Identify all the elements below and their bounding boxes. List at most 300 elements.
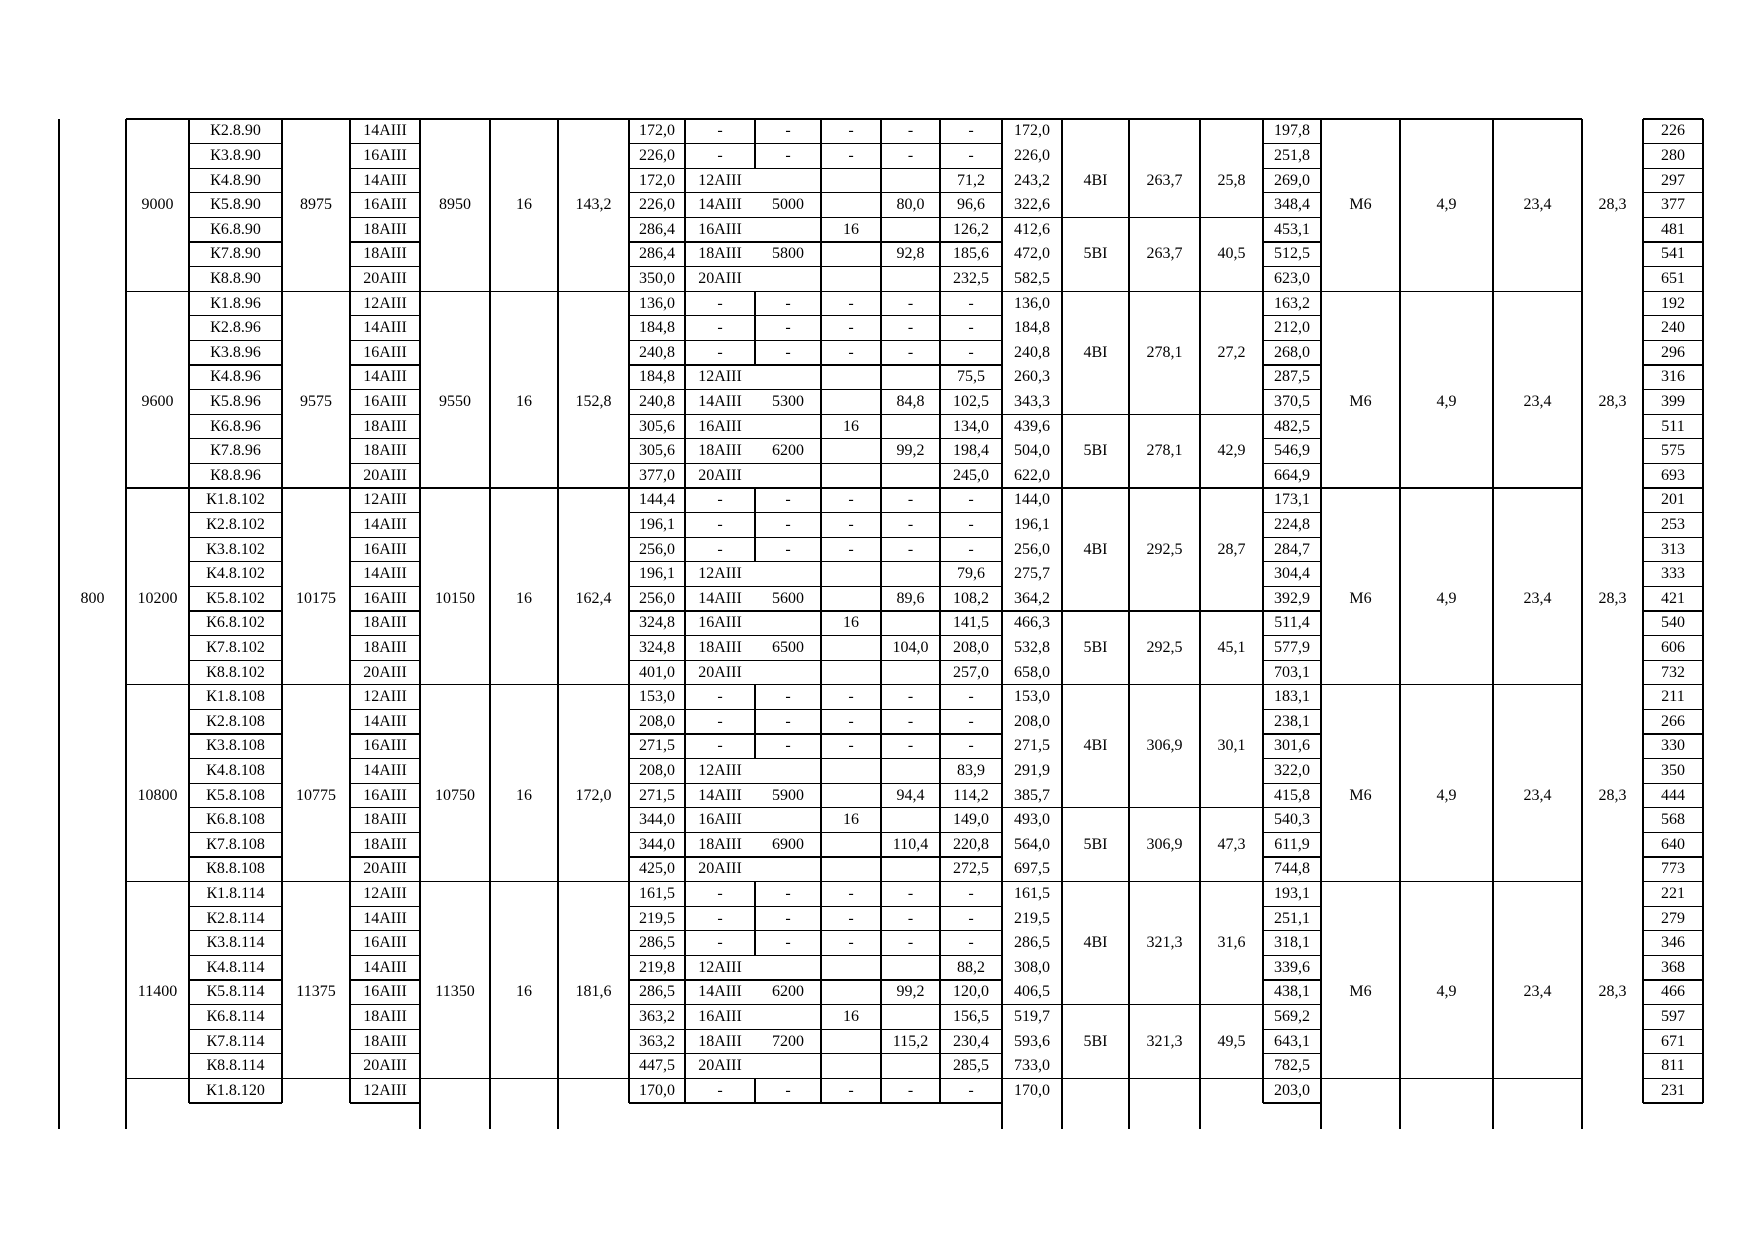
cell-border: [754, 291, 755, 365]
row-border: [1643, 906, 1703, 907]
row-border: [629, 438, 1002, 439]
row-border: [350, 856, 420, 857]
bar-mass-value: 89,6: [896, 589, 925, 607]
param-value: 28,3: [1598, 786, 1627, 804]
mark-code: К7.8.90: [210, 245, 261, 263]
row-border: [350, 143, 420, 144]
table-cell: 284,7: [1274, 540, 1310, 558]
bar-length-value: 5000: [772, 196, 804, 214]
table-cell: -: [907, 122, 914, 140]
mark-code: К5.8.108: [206, 786, 265, 804]
table-cell: -: [785, 712, 791, 730]
row-border: [189, 561, 282, 562]
table-cell: 243,2: [1014, 171, 1050, 189]
row-border: [350, 217, 420, 218]
table-cell: 144,0: [1014, 491, 1050, 509]
table-cell: -: [785, 319, 791, 337]
table-cell: 226: [1661, 122, 1685, 140]
param-value: 23,4: [1523, 983, 1552, 1001]
mesh-value: 47,3: [1217, 835, 1246, 853]
mark-code: К6.8.96: [210, 417, 261, 435]
bar-grade: 14АIII: [363, 565, 407, 583]
table-cell: 286,5: [1014, 934, 1050, 952]
table-cell: 658,0: [1014, 663, 1050, 681]
table-cell: -: [907, 1081, 914, 1099]
row-border: [350, 168, 420, 169]
table-cell: 438,1: [1274, 983, 1310, 1001]
table-cell: 184,8: [1014, 319, 1050, 337]
row-border: [1263, 1004, 1321, 1005]
table-cell: -: [907, 146, 914, 164]
table-cell: 425,0: [639, 860, 675, 878]
bolt-value: М6: [1349, 589, 1372, 607]
row-border: [350, 1053, 420, 1054]
mesh-value: 40,5: [1217, 245, 1246, 263]
row-border: [189, 537, 282, 538]
row-border: [1643, 487, 1703, 488]
table-cell: 732: [1661, 663, 1685, 681]
table-cell: -: [848, 712, 854, 730]
cell-border: [820, 488, 821, 685]
mesh-class-value: 4ВI: [1083, 171, 1108, 189]
row-border: [1263, 955, 1321, 956]
table-cell: -: [848, 294, 854, 312]
table-cell: 197,8: [1274, 122, 1310, 140]
table-cell: 271,5: [639, 786, 675, 804]
table-cell: 512,5: [1274, 245, 1310, 263]
bar-grade: 14АIII: [363, 712, 407, 730]
mass-value: 172,0: [575, 786, 612, 804]
mark-code: К2.8.114: [206, 909, 265, 927]
row-border: [1643, 1053, 1703, 1054]
table-cell: 12АIII: [698, 368, 742, 386]
table-cell: 540: [1661, 614, 1685, 632]
row-border: [189, 660, 282, 661]
table-cell: 272,5: [953, 860, 989, 878]
table-cell: 196,1: [1014, 515, 1050, 533]
table-cell: -: [717, 909, 723, 927]
table-cell: 232,5: [953, 269, 989, 287]
table-cell: 773: [1661, 860, 1685, 878]
table-cell: 14АIII: [698, 589, 742, 607]
table-cell: 257,0: [953, 663, 989, 681]
bar-length-value: 6900: [772, 835, 804, 853]
table-cell: 291,9: [1014, 761, 1050, 779]
table-cell: 330: [1661, 737, 1685, 755]
bar-grade: 18АIII: [363, 638, 407, 656]
cell-border: [880, 685, 881, 882]
table-cell: 363,2: [639, 1007, 675, 1025]
row-border: [629, 512, 1002, 513]
column-divider: [1399, 119, 1400, 1129]
group-border: [126, 118, 490, 119]
row-border: [1263, 168, 1321, 169]
bar-diameter-value: 16: [843, 811, 859, 829]
table-cell: 453,1: [1274, 220, 1310, 238]
row-border: [350, 192, 420, 193]
row-border: [1643, 660, 1703, 661]
row-border: [189, 414, 282, 415]
table-cell: 392,9: [1274, 589, 1310, 607]
mark-code: К5.8.90: [210, 196, 261, 214]
table-cell: 511: [1661, 417, 1685, 435]
bar-grade: 18АIII: [363, 245, 407, 263]
table-cell: 348,4: [1274, 196, 1310, 214]
row-border: [629, 930, 1002, 931]
row-border: [189, 758, 282, 759]
length-value: 8975: [300, 196, 332, 214]
table-cell: -: [907, 934, 914, 952]
row-border: [189, 168, 282, 169]
table-cell: 519,7: [1014, 1007, 1050, 1025]
row-border: [1643, 635, 1703, 636]
bar-grade: 12АIII: [363, 491, 407, 509]
row-border: [1643, 930, 1703, 931]
row-border: [1643, 832, 1703, 833]
table-cell: -: [848, 146, 854, 164]
mesh-class-value: 5ВI: [1083, 835, 1108, 853]
bolt-value: М6: [1349, 786, 1372, 804]
row-border: [189, 783, 282, 784]
mesh-value: 27,2: [1217, 343, 1246, 361]
table-cell: 240,8: [639, 392, 675, 410]
table-cell: -: [907, 294, 914, 312]
group-border: [126, 684, 490, 685]
table-cell: 280: [1661, 146, 1685, 164]
row-border: [1263, 561, 1321, 562]
mesh-value: 42,9: [1217, 442, 1246, 460]
bar-grade: 14АIII: [363, 515, 407, 533]
length-value: 9575: [300, 392, 332, 410]
row-border: [629, 389, 1002, 390]
mark-code: К2.8.108: [206, 712, 265, 730]
mesh-value: 292,5: [1146, 540, 1183, 558]
row-border: [1263, 414, 1321, 415]
table-cell: 540,3: [1274, 811, 1310, 829]
table-cell: 308,0: [1014, 958, 1050, 976]
table-cell: 12АIII: [698, 958, 742, 976]
table-cell: 546,9: [1274, 442, 1310, 460]
table-cell: 269,0: [1274, 171, 1310, 189]
row-border: [629, 1102, 1002, 1103]
table-cell: 120,0: [953, 983, 989, 1001]
row-border: [1643, 266, 1703, 267]
table-cell: 144,4: [639, 491, 675, 509]
bar-grade: 14АIII: [363, 319, 407, 337]
span-value: 10200: [137, 589, 178, 607]
table-cell: 136,0: [639, 294, 675, 312]
mark-code: К2.8.102: [206, 515, 265, 533]
cell-border: [820, 119, 821, 291]
bolt-value: М6: [1349, 392, 1372, 410]
mesh-class-value: 4ВI: [1083, 540, 1108, 558]
param-value: 28,3: [1598, 589, 1627, 607]
table-cell: 149,0: [953, 811, 989, 829]
table-cell: -: [717, 934, 723, 952]
table-cell: -: [968, 319, 974, 337]
row-border: [1263, 340, 1321, 341]
row-border: [1643, 512, 1703, 513]
table-cell: 153,0: [639, 688, 675, 706]
table-cell: -: [785, 294, 791, 312]
row-border: [1263, 512, 1321, 513]
bar-grade: 18АIII: [363, 1007, 407, 1025]
table-cell: 79,6: [957, 565, 985, 583]
table-cell: 96,6: [957, 196, 985, 214]
mesh-value: 28,7: [1217, 540, 1246, 558]
bolt-value: М6: [1349, 983, 1372, 1001]
row-border: [1643, 315, 1703, 316]
mark-code: К7.8.108: [206, 835, 265, 853]
cell-border: [939, 1078, 940, 1103]
subgroup-border: [1002, 217, 1263, 218]
table-cell: 304,4: [1274, 565, 1310, 583]
table-cell: 253: [1661, 515, 1685, 533]
bar-grade: 14АIII: [363, 958, 407, 976]
row-border: [1263, 783, 1321, 784]
param-value: 23,4: [1523, 392, 1552, 410]
table-cell: 296: [1661, 343, 1685, 361]
table-cell: -: [968, 122, 974, 140]
table-cell: 268,0: [1274, 343, 1310, 361]
mark-code: К7.8.96: [210, 442, 261, 460]
table-cell: 172,0: [639, 122, 675, 140]
table-cell: 333: [1661, 565, 1685, 583]
mark-code: К4.8.114: [206, 958, 265, 976]
diameter-value: 16: [516, 589, 532, 607]
param-value: 4,9: [1436, 983, 1457, 1001]
row-border: [1263, 709, 1321, 710]
table-cell: -: [968, 712, 974, 730]
table-cell: 172,0: [639, 171, 675, 189]
mark-code: К6.8.108: [206, 811, 265, 829]
length-value: 9550: [439, 392, 471, 410]
mass-value: 143,2: [575, 196, 612, 214]
table-cell: -: [717, 737, 723, 755]
table-cell: 212,0: [1274, 319, 1310, 337]
table-cell: 240,8: [1014, 343, 1050, 361]
cell-border: [754, 1078, 755, 1103]
table-cell: 606: [1661, 638, 1685, 656]
table-cell: 575: [1661, 442, 1685, 460]
row-border: [629, 586, 1002, 587]
table-cell: 733,0: [1014, 1057, 1050, 1075]
mesh-value: 278,1: [1146, 442, 1183, 460]
mark-code: К5.8.102: [206, 589, 265, 607]
table-cell: 224,8: [1274, 515, 1310, 533]
bar-mass-value: 94,4: [896, 786, 925, 804]
row-border: [1643, 586, 1703, 587]
table-cell: 344,0: [639, 835, 675, 853]
param-value: 4,9: [1436, 196, 1457, 214]
table-cell: -: [848, 909, 854, 927]
mesh-value: 263,7: [1146, 171, 1183, 189]
table-cell: -: [968, 1081, 974, 1099]
table-cell: 18АIII: [698, 638, 742, 656]
column-divider: [1492, 119, 1493, 1129]
table-cell: 12АIII: [698, 171, 742, 189]
table-cell: 744,8: [1274, 860, 1310, 878]
row-border: [1643, 979, 1703, 980]
table-cell: 305,6: [639, 417, 675, 435]
table-cell: 399: [1661, 392, 1685, 410]
row-border: [629, 192, 1002, 193]
table-cell: 141,5: [953, 614, 989, 632]
bar-grade: 14АIII: [363, 368, 407, 386]
row-border: [189, 930, 282, 931]
diameter-value: 16: [516, 392, 532, 410]
param-value: 23,4: [1523, 589, 1552, 607]
table-cell: 466,3: [1014, 614, 1050, 632]
column-divider: [58, 119, 59, 1129]
row-border: [350, 512, 420, 513]
row-border: [189, 1102, 282, 1103]
length-value: 8950: [439, 196, 471, 214]
table-cell: 184,8: [639, 368, 675, 386]
param-value: 23,4: [1523, 786, 1552, 804]
row-border: [189, 1053, 282, 1054]
bar-length-value: 7200: [772, 1032, 804, 1050]
row-border: [1263, 192, 1321, 193]
table-cell: -: [968, 343, 974, 361]
column-divider: [1128, 119, 1129, 1129]
table-cell: 134,0: [953, 417, 989, 435]
table-cell: 226,0: [639, 196, 675, 214]
table-cell: 313: [1661, 540, 1685, 558]
table-cell: -: [717, 688, 723, 706]
table-cell: -: [968, 146, 974, 164]
row-border: [1643, 733, 1703, 734]
mesh-value: 278,1: [1146, 343, 1183, 361]
mesh-class-value: 5ВI: [1083, 245, 1108, 263]
table-cell: 220,8: [953, 835, 989, 853]
length-value: 11350: [435, 983, 475, 1001]
table-cell: -: [785, 1081, 791, 1099]
table-cell: 71,2: [957, 171, 985, 189]
row-border: [629, 414, 1002, 415]
table-cell: 170,0: [639, 1081, 675, 1099]
row-border: [1643, 807, 1703, 808]
row-border: [1263, 537, 1321, 538]
mark-code: К1.8.96: [210, 294, 261, 312]
row-border: [189, 709, 282, 710]
table-cell: -: [717, 515, 723, 533]
table-cell: 324,8: [639, 638, 675, 656]
bar-grade: 16АIII: [363, 934, 407, 952]
table-cell: -: [848, 343, 854, 361]
row-border: [189, 315, 282, 316]
table-cell: 153,0: [1014, 688, 1050, 706]
mark-code: К1.8.114: [206, 884, 265, 902]
row-border: [629, 906, 1002, 907]
table-cell: -: [785, 884, 791, 902]
row-border: [1263, 979, 1321, 980]
mass-value: 181,6: [575, 983, 612, 1001]
table-cell: 136,0: [1014, 294, 1050, 312]
mesh-value: 49,5: [1217, 1032, 1246, 1050]
table-cell: -: [785, 909, 791, 927]
row-border: [189, 463, 282, 464]
param-value: 4,9: [1436, 392, 1457, 410]
cell-border: [820, 685, 821, 882]
row-border: [350, 561, 420, 562]
table-cell: -: [848, 737, 854, 755]
subgroup-border: [1002, 1004, 1263, 1005]
row-border: [629, 364, 1002, 365]
table-cell: 219,5: [1014, 909, 1050, 927]
bar-mass-value: 80,0: [896, 196, 925, 214]
row-border: [189, 856, 282, 857]
row-border: [629, 315, 1002, 316]
mesh-class-value: 5ВI: [1083, 442, 1108, 460]
row-border: [629, 955, 1002, 956]
table-cell: 401,0: [639, 663, 675, 681]
row-border: [629, 807, 1002, 808]
table-cell: 251,8: [1274, 146, 1310, 164]
table-cell: -: [848, 934, 854, 952]
bar-diameter-value: 16: [843, 220, 859, 238]
table-cell: 219,5: [639, 909, 675, 927]
table-cell: 664,9: [1274, 466, 1310, 484]
row-border: [629, 537, 1002, 538]
group-border: [126, 881, 490, 882]
table-cell: -: [717, 294, 723, 312]
bar-length-value: 5800: [772, 245, 804, 263]
table-cell: 20АIII: [698, 466, 742, 484]
row-border: [1643, 783, 1703, 784]
table-cell: 208,0: [639, 761, 675, 779]
row-border: [629, 1004, 1002, 1005]
bar-diameter-value: 16: [843, 1007, 859, 1025]
table-cell: 350,0: [639, 269, 675, 287]
table-cell: 14АIII: [698, 786, 742, 804]
bar-grade: 16АIII: [363, 343, 407, 361]
length-value: 10150: [435, 589, 475, 607]
row-border: [629, 241, 1002, 242]
row-border: [189, 1004, 282, 1005]
mesh-value: 263,7: [1146, 245, 1183, 263]
table-cell: 172,0: [1014, 122, 1050, 140]
table-cell: 415,8: [1274, 786, 1310, 804]
row-border: [629, 463, 1002, 464]
length-value: 10775: [296, 786, 336, 804]
table-cell: 287,5: [1274, 368, 1310, 386]
bar-mass-value: 115,2: [892, 1032, 929, 1050]
mesh-value: 25,8: [1217, 171, 1246, 189]
table-cell: 161,5: [639, 884, 675, 902]
table-cell: 184,8: [639, 319, 675, 337]
cell-border: [939, 488, 940, 685]
row-border: [1263, 856, 1321, 857]
table-cell: 221: [1661, 884, 1685, 902]
table-cell: 16АIII: [698, 614, 742, 632]
table-cell: 444: [1661, 786, 1685, 804]
row-border: [629, 168, 1002, 169]
table-cell: 640: [1661, 835, 1685, 853]
column-divider: [1581, 119, 1582, 1129]
row-border: [1643, 1029, 1703, 1030]
table-cell: -: [785, 122, 791, 140]
table-cell: 16АIII: [698, 220, 742, 238]
param-value: 4,9: [1436, 589, 1457, 607]
table-cell: 611,9: [1274, 835, 1310, 853]
row-border: [189, 586, 282, 587]
table-cell: 18АIII: [698, 245, 742, 263]
mark-code: К6.8.102: [206, 614, 265, 632]
table-cell: 343,3: [1014, 392, 1050, 410]
row-border: [189, 979, 282, 980]
param-value: 23,4: [1523, 196, 1552, 214]
